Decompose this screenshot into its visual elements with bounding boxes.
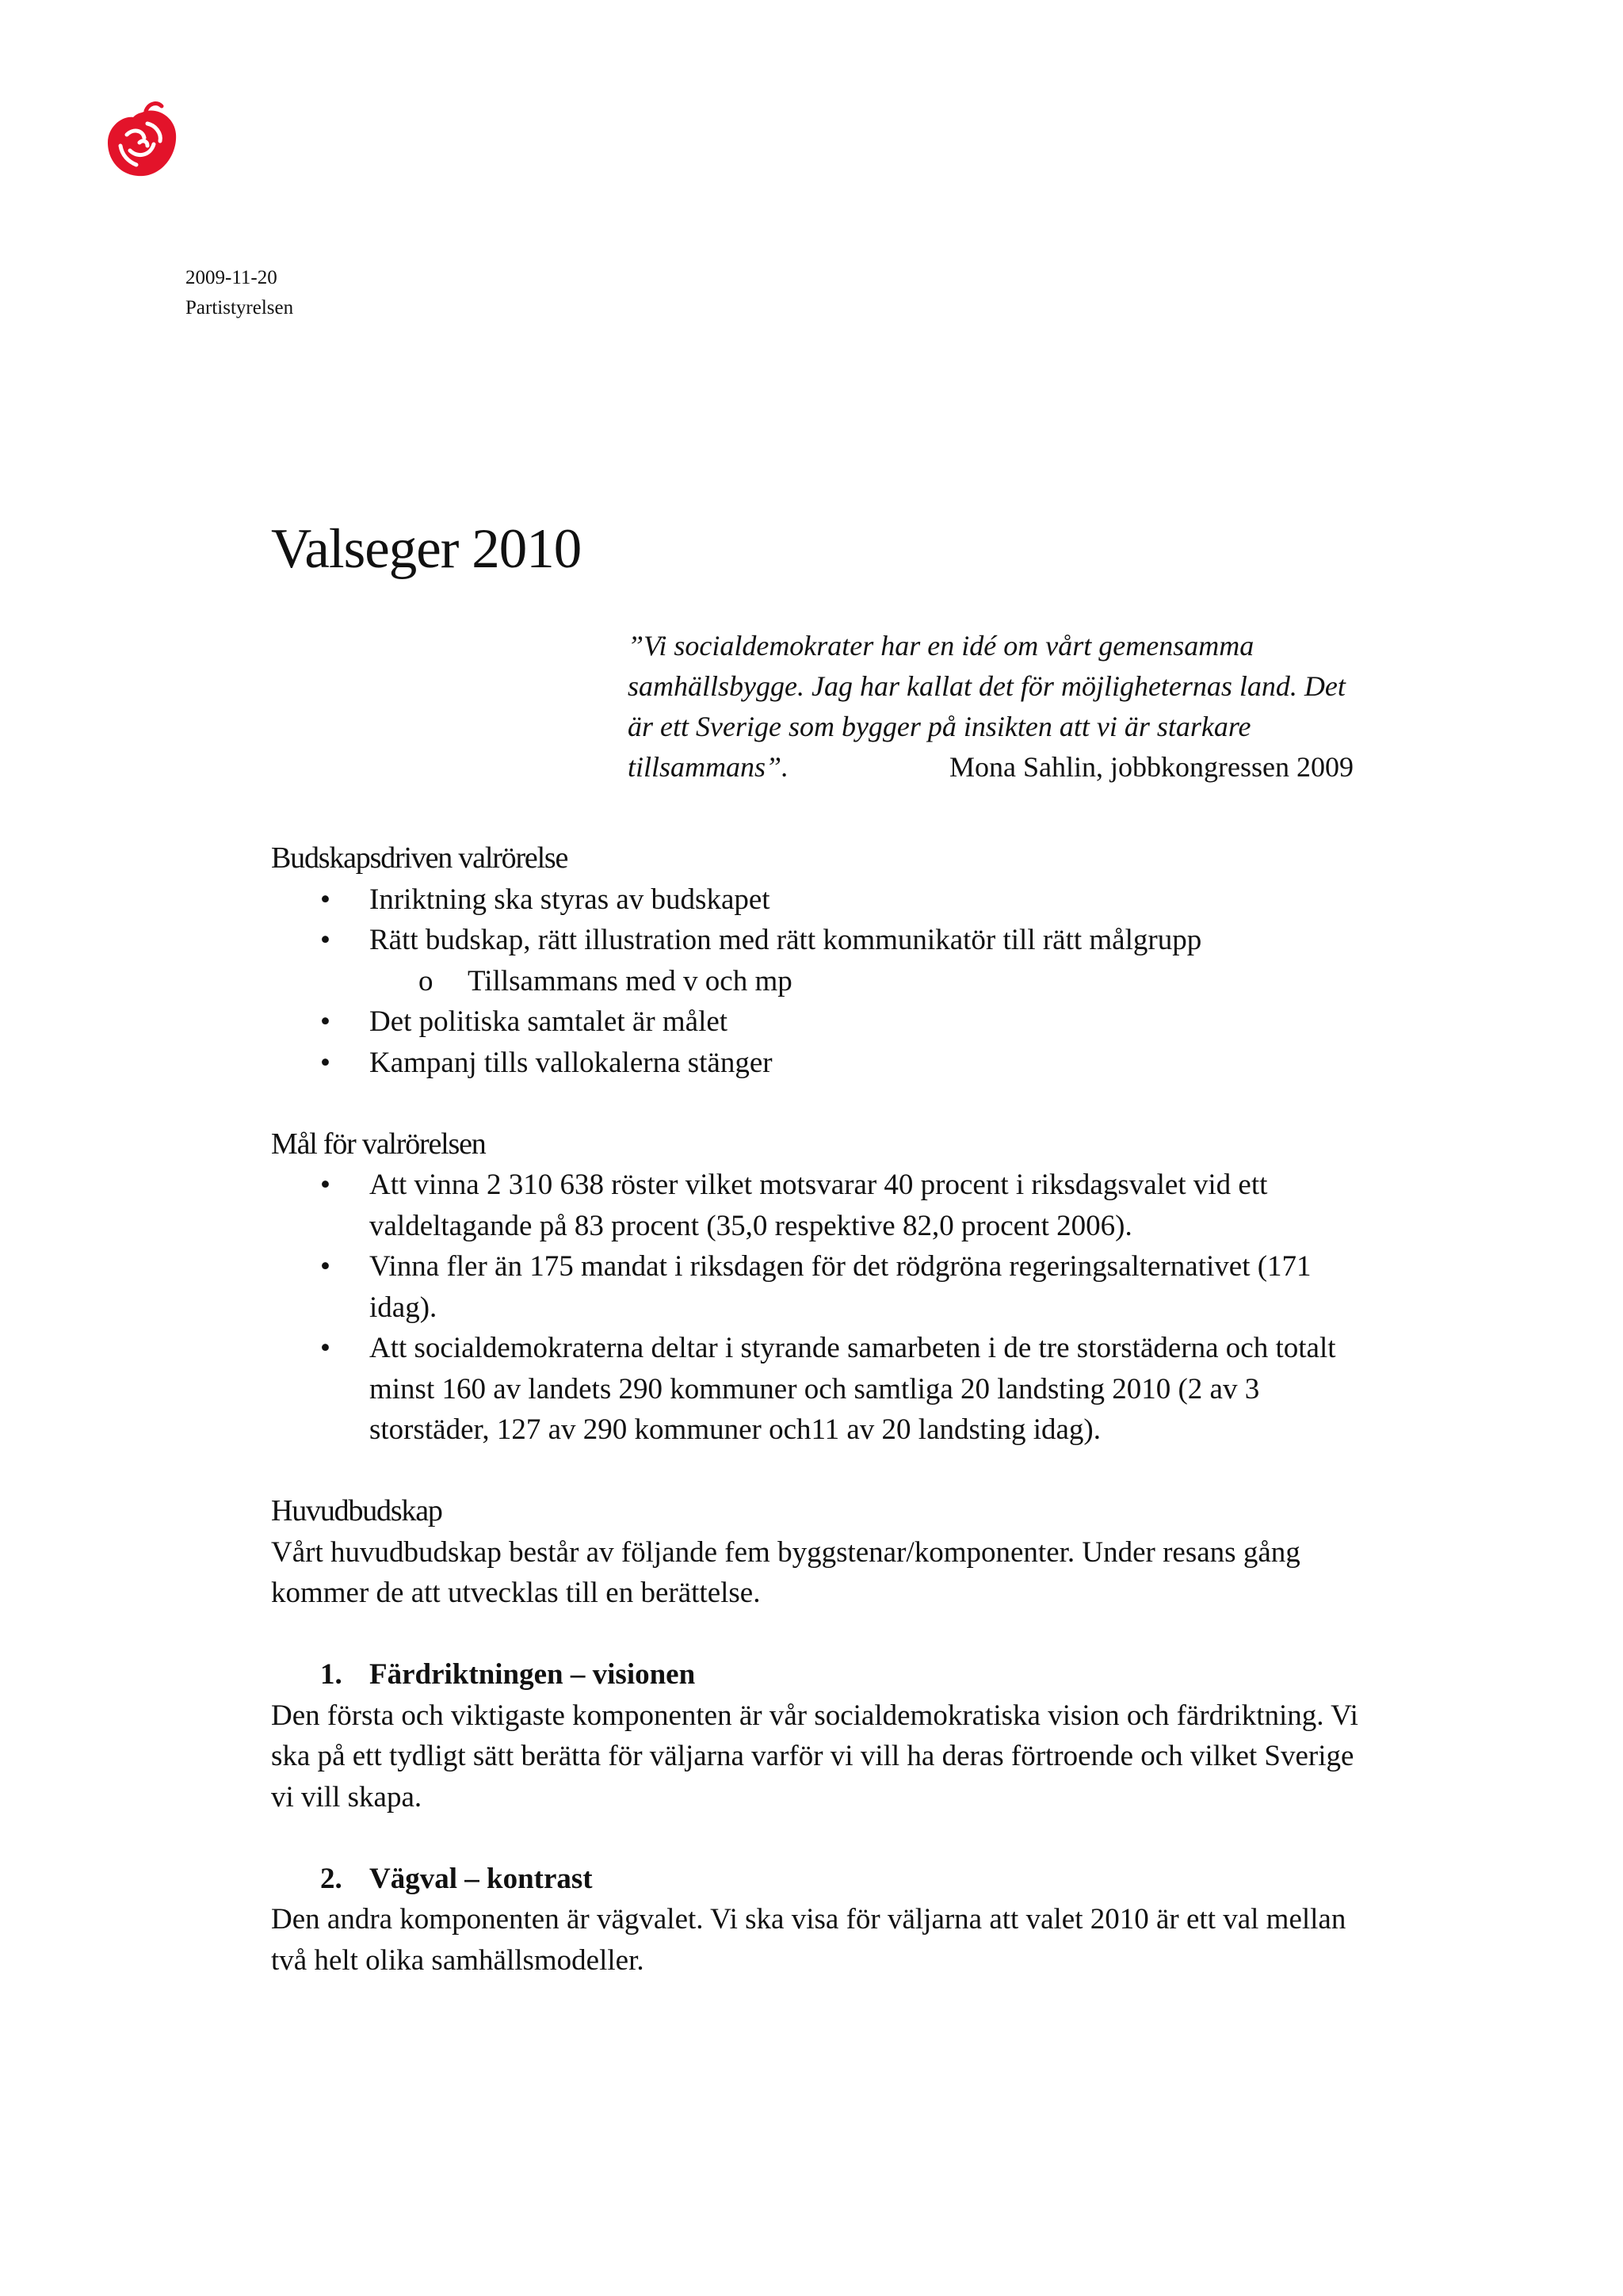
section-heading-budskapsdriven: Budskapsdriven valrörelse: [271, 841, 568, 875]
section1-bullet-list: [271, 879, 1365, 1084]
list-item: [271, 1043, 1365, 1084]
component-heading-1: [271, 1654, 1365, 1695]
component-text-2: Den andra komponenten är vägvalet. Vi ska visa för väljarna att valet 2010 är ett val mellan två helt olika samhällsmodeller.: [271, 1903, 1346, 1977]
list-item: [271, 920, 1365, 1001]
epigraph-attribution: Mona Sahlin, jobbkongressen 2009: [949, 751, 1354, 783]
list-item-text: Att socialdemokraterna deltar i styrande samarbeten i de tre storstäderna och totalt minst 160 av landets 290 kommuner och samtliga 20 landsting 2010 (2 av 3 storstäder, 127 av 290 kommuner och11 av 20 landsting idag).: [369, 1332, 1336, 1446]
section-heading-huvudbudskap: Huvudbudskap: [271, 1494, 442, 1527]
component-text-1: Den första och viktigaste komponenten är vår socialdemokratiska vision och färdriktning. Vi ska på ett tydligt sätt berätta för väljarna varför vi vill ha deras förtroende och vilket Sverige vi vill skapa.: [271, 1699, 1358, 1814]
component-title: Vägval – kontrast: [369, 1862, 593, 1895]
party-logo-rose-icon: [98, 98, 185, 185]
bullet-icon: •: [320, 883, 330, 916]
sub-list-item: [271, 961, 1365, 1002]
bullet-icon: •: [320, 1250, 330, 1283]
component-heading-2: [271, 1859, 1365, 1900]
document-title: Valseger 2010: [271, 518, 582, 580]
bullet-icon: •: [320, 1005, 330, 1038]
list-item-text: Kampanj tills vallokalerna stänger: [369, 1046, 773, 1079]
list-item-text: Rätt budskap, rätt illustration med rätt kommunikatör till rätt målgrupp: [369, 924, 1202, 956]
bullet-icon: •: [320, 924, 330, 956]
list-item: [271, 879, 1365, 921]
bullet-icon: •: [320, 1046, 330, 1079]
component-number: 2.: [320, 1862, 342, 1895]
document-date: 2009-11-20: [185, 267, 277, 288]
list-item-text: Att vinna 2 310 638 röster vilket motsvarar 40 procent i riksdagsvalet vid ett valdeltagande på 83 procent (35,0 respektive 82,0 procent 2006).: [369, 1169, 1268, 1242]
list-item: [271, 1001, 1365, 1043]
section2-bullet-list: [271, 1165, 1365, 1451]
circle-bullet-icon: o: [418, 964, 433, 997]
sub-list: [369, 961, 1365, 1002]
list-item: [271, 1165, 1365, 1246]
component-title: Färdriktningen – visionen: [369, 1658, 696, 1691]
bullet-icon: •: [320, 1332, 330, 1364]
section-heading-mal: Mål för valrörelsen: [271, 1127, 486, 1161]
document-organization: Partistyrelsen: [185, 297, 294, 318]
component-number: 1.: [320, 1658, 342, 1691]
list-item-text: Inriktning ska styras av budskapet: [369, 883, 770, 916]
list-item-text: Vinna fler än 175 mandat i riksdagen för det rödgröna regeringsalternativet (171 idag).: [369, 1250, 1312, 1324]
document-header-meta: [185, 263, 293, 323]
list-item-text: Det politiska samtalet är målet: [369, 1005, 728, 1038]
document-body: [271, 838, 1365, 1981]
list-item: [271, 1246, 1365, 1328]
sub-list-item-text: Tillsammans med v och mp: [468, 964, 792, 997]
section3-intro: Vårt huvudbudskap består av följande fem byggstenar/komponenter. Under resans gång kommer de att utvecklas till en berättelse.: [271, 1535, 1300, 1609]
bullet-icon: •: [320, 1169, 330, 1201]
epigraph-quote: ”Vi socialdemokrater har en idé om vårt gemensamma samhällsbygge. Jag har kallat det för möjligheternas land. Det är ett Sverige som bygger på insikten att vi är starkare tillsammans”.: [628, 630, 1346, 783]
list-item: [271, 1328, 1365, 1451]
